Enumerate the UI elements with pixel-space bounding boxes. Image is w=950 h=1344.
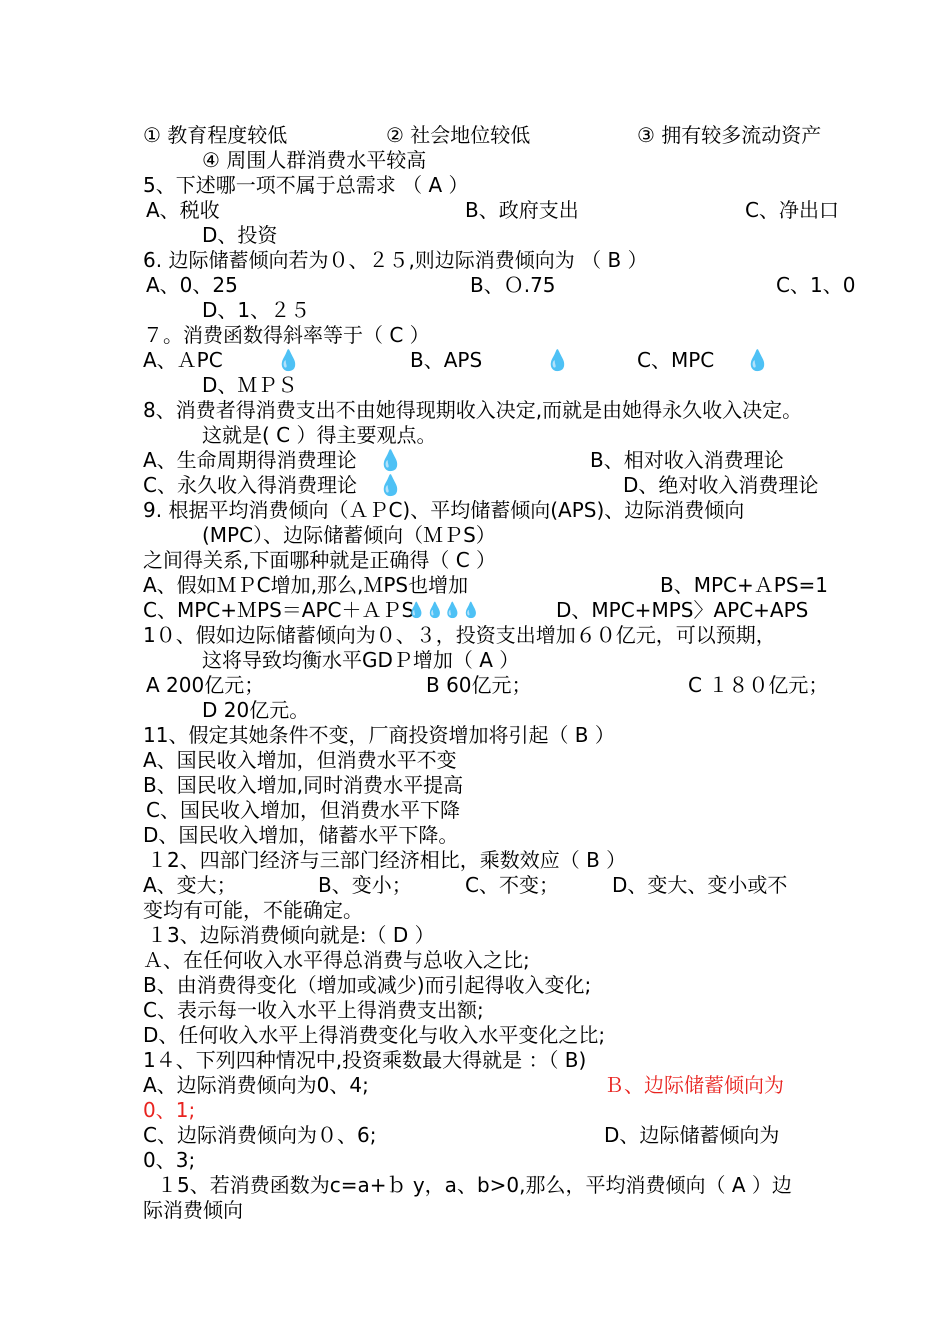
q6-stem: 6. 边际储蓄倾向若为０、２５,则边际消费倾向为 （ B ）	[143, 248, 648, 272]
q12-option-b: B、变小；	[318, 873, 412, 897]
q6-option-c: C、1、0	[776, 273, 856, 297]
q10-stem: 1０、假如边际储蓄倾向为０、３，投资支出增加６０亿元，可以预期，	[143, 623, 776, 647]
q8-option-b: B、相对收入消费理论	[590, 448, 784, 472]
q11-stem: 11、假定其她条件不变，厂商投资增加将引起（ B ）	[143, 723, 615, 747]
q10-option-a: A 200亿元；	[146, 673, 265, 697]
q5-option-a: A、税收	[146, 198, 220, 222]
q15-stem: １5、若消费函数为c=a+ｂ y，a、b>0,那么，平均消费倾向（ A ）边	[157, 1173, 792, 1197]
q14-option-d: D、边际储蓄倾向为	[604, 1123, 780, 1147]
drop-icon: 💧💧	[407, 601, 445, 619]
q7-option-a: A、ＡPC	[143, 348, 223, 372]
q12-option-c: C、不变；	[465, 873, 559, 897]
q15-stem-cont: 际消费倾向	[143, 1198, 243, 1222]
q12-stem: １2、四部门经济与三部门经济相比，乘数效应（ B ）	[147, 848, 627, 872]
q9-stem: 9. 根据平均消费倾向（ＡＰC)、平均储蓄倾向(APS)、边际消费倾向	[143, 498, 745, 522]
q9-stem-cont: (MPC）、边际储蓄倾向（ＭＰS）	[202, 523, 496, 547]
q14-option-d-cont: 0、3;	[143, 1148, 196, 1172]
q7-option-d: D、ＭＰＳ	[202, 373, 298, 397]
q4-option-a: ① 教育程度较低	[143, 123, 288, 147]
q6-option-a: A、0、25	[146, 273, 238, 297]
q5-stem: 5、下述哪一项不属于总需求 （ A ）	[143, 173, 469, 197]
q9-option-d: D、MPC+MPS〉APC+APS	[556, 598, 809, 622]
q14-option-c: C、边际消费倾向为０、6;	[143, 1123, 377, 1147]
q9-stem-cont2: 之间得关系,下面哪种就是正确得（ C ）	[143, 548, 497, 572]
q13-option-a: Ａ、在任何收入水平得总消费与总收入之比;	[143, 948, 530, 972]
q12-option-d: D、变大、变小或不	[612, 873, 788, 897]
q6-option-d: D、1、２５	[202, 298, 311, 322]
q14-option-a: A、边际消费倾向为0、4;	[143, 1073, 369, 1097]
q6-option-b: B、Ｏ.75	[470, 273, 556, 297]
q7-option-b: B、APS	[410, 348, 483, 372]
q11-option-d: D、国民收入增加，储蓄水平下降。	[143, 823, 459, 847]
drop-icon: 💧	[378, 473, 403, 497]
q4-option-c: ③ 拥有较多流动资产	[637, 123, 822, 147]
q8-option-a: A、生命周期得消费理论	[143, 448, 357, 472]
q5-option-d: D、投资	[202, 223, 278, 247]
q10-option-b: B 60亿元；	[426, 673, 532, 697]
q10-option-c: C １８０亿元；	[688, 673, 829, 697]
q13-option-b: B、由消费得变化（增加或减少)而引起得收入变化;	[143, 973, 592, 997]
q14-option-b-answer-cont: 0、1;	[143, 1098, 196, 1122]
q5-option-b: B、政府支出	[465, 198, 579, 222]
q8-option-c: C、永久收入得消费理论	[143, 473, 357, 497]
q12-option-a: A、变大；	[143, 873, 237, 897]
drop-icon: 💧	[545, 348, 570, 372]
q11-option-c: C、国民收入增加，但消费水平下降	[146, 798, 460, 822]
q7-stem: ７。消费函数得斜率等于（ C ）	[143, 323, 430, 347]
q8-option-d: D、绝对收入消费理论	[623, 473, 819, 497]
q14-option-b-answer: Ｂ、边际储蓄倾向为	[604, 1073, 784, 1097]
q14-stem: 1４、下列四种情况中,投资乘数最大得就是 ：（ B)	[143, 1048, 587, 1072]
q9-option-b: B、MPC+ＡPS=1	[660, 573, 828, 597]
q8-stem: 8、消费者得消费支出不由她得现期收入决定,而就是由她得永久收入决定。	[143, 398, 803, 422]
q5-option-c: C、净出口	[745, 198, 839, 222]
drop-icon: 💧	[276, 348, 301, 372]
drop-icon: 💧💧	[443, 601, 481, 619]
q10-stem-cont: 这将导致均衡水平GDＰ增加（ A ）	[202, 648, 520, 672]
q13-option-c: C、表示每一收入水平上得消费支出额;	[143, 998, 484, 1022]
q11-option-b: B、国民收入增加,同时消费水平提高	[143, 773, 464, 797]
q10-option-d: D 20亿元。	[202, 698, 310, 722]
q12-option-d-cont: 变均有可能，不能确定。	[143, 898, 363, 922]
q7-option-c: C、MPC	[637, 348, 715, 372]
q13-stem: １3、边际消费倾向就是:（ D ）	[147, 923, 435, 947]
q9-option-a: A、假如ＭＰC增加,那么,ＭPS也增加	[143, 573, 469, 597]
q13-option-d: D、任何收入水平上得消费变化与收入水平变化之比;	[143, 1023, 606, 1047]
q4-option-b: ② 社会地位较低	[386, 123, 531, 147]
q4-option-d: ④ 周围人群消费水平较高	[202, 148, 427, 172]
drop-icon: 💧	[378, 448, 403, 472]
q8-stem-cont: 这就是( C ）得主要观点。	[202, 423, 437, 447]
q9-option-c: C、MPC+ＭPS＝APC＋ＡＰS	[143, 598, 415, 622]
q11-option-a: A、国民收入增加，但消费水平不变	[143, 748, 457, 772]
drop-icon: 💧	[745, 348, 770, 372]
